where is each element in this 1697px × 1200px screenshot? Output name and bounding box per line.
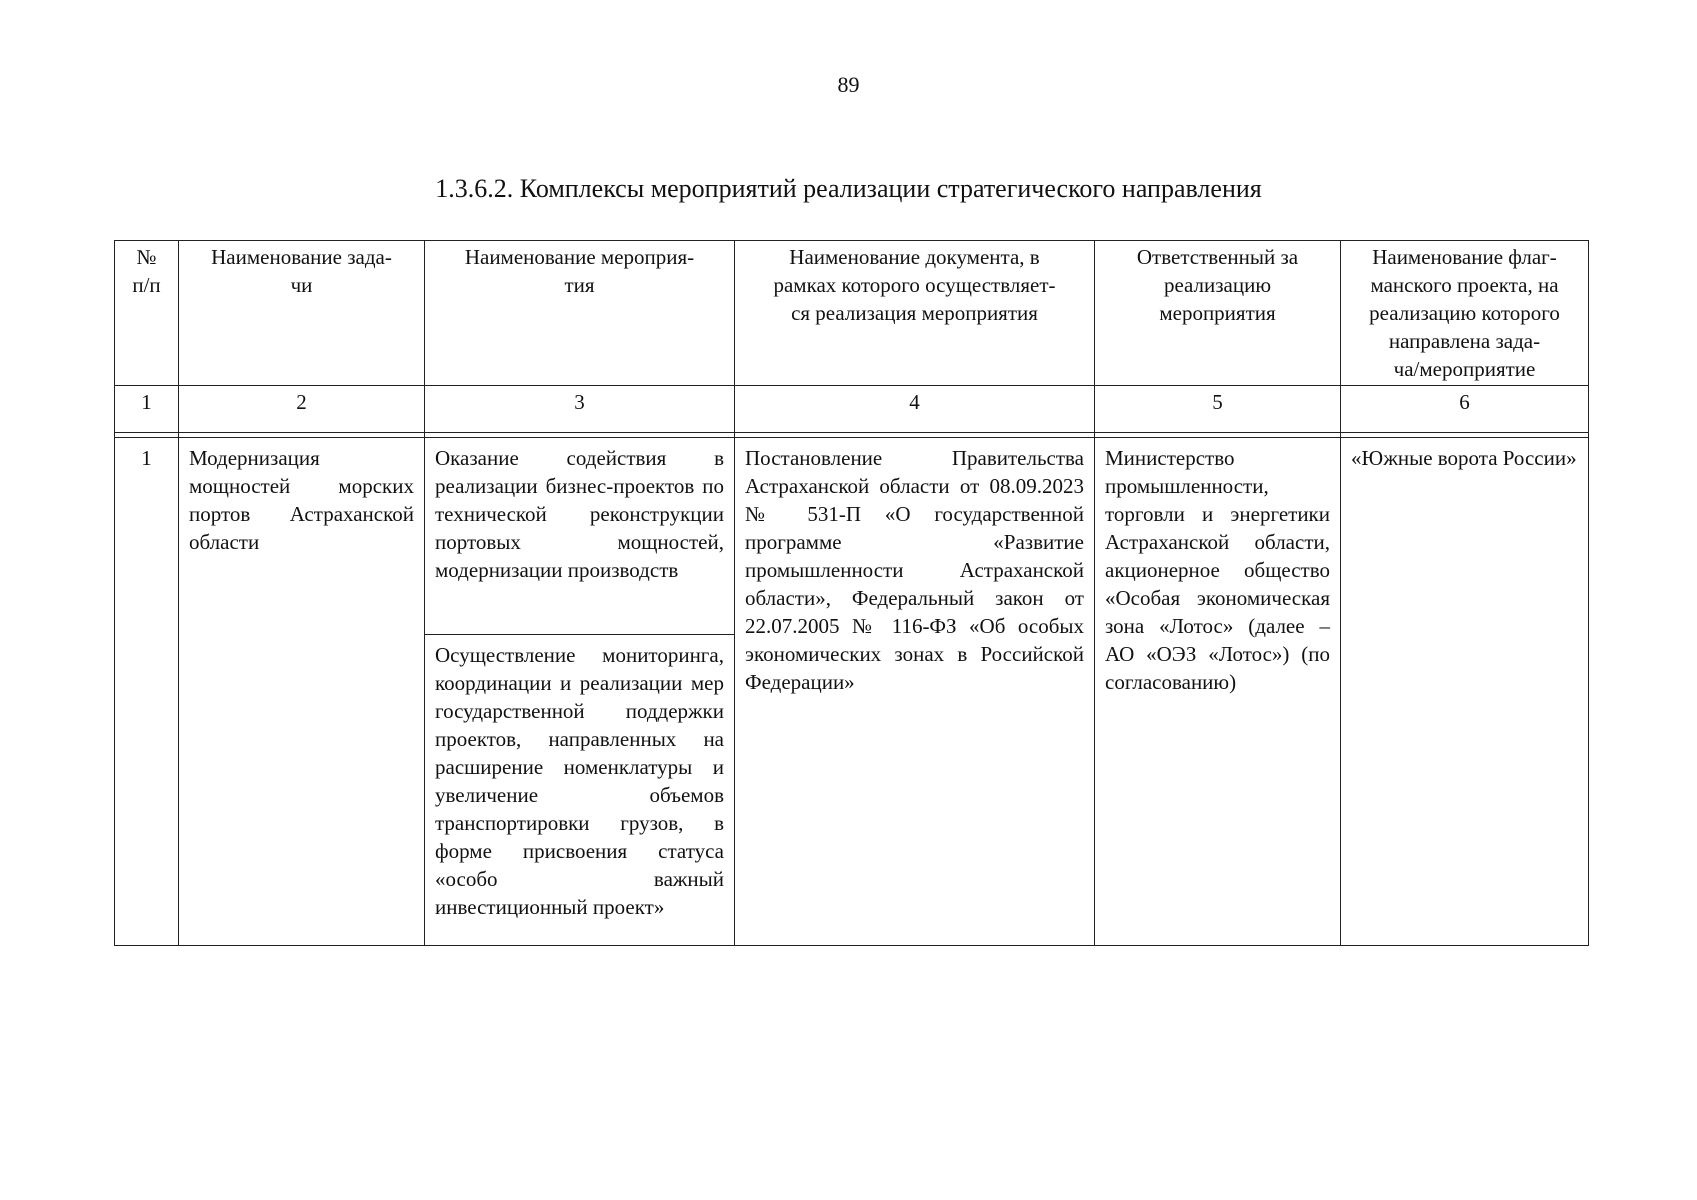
measures-table-container	[114, 240, 1588, 946]
header-cell-task	[179, 241, 425, 386]
header-line: мероприятия	[1159, 301, 1276, 325]
column-number: 6	[1341, 386, 1589, 433]
header-line: рамках которого осуществляет-	[773, 273, 1056, 297]
header-cell-responsible	[1095, 241, 1341, 386]
header-cell-activity	[425, 241, 735, 386]
header-line: чи	[290, 273, 313, 297]
header-line: ся реализация мероприятия	[791, 301, 1038, 325]
header-line: Наименование зада-	[211, 245, 392, 269]
responsible-cell: Министерство промышленности, торговли и энергетики Астраханской области, акционерное общество «Особая экономическая зона «Лотос» (далее – АО «ОЭЗ «Лотос») (по согласованию)	[1095, 438, 1341, 946]
header-line: Наименование документа, в	[789, 245, 1040, 269]
header-line: направлена зада-	[1388, 329, 1541, 353]
activity-cell: Оказание содействия в реализации бизнес-проектов по технической реконструкции портовых мощностей, модернизации производств	[425, 438, 735, 635]
flagship-cell: «Южные ворота России»	[1341, 438, 1589, 946]
header-line: реализацию которого	[1369, 301, 1560, 325]
document-cell: Постановление Правительства Астраханской области от 08.09.2023 № 531-П «О государственной программе «Развитие промышленности Астраханской области», Федеральный закон от 22.07.2005 № 116-ФЗ «Об особых экономических зонах в Российской Федерации»	[735, 438, 1095, 946]
header-line: Наименование флаг-	[1372, 245, 1557, 269]
header-cell-document	[735, 241, 1095, 386]
row-number-cell: 1	[115, 438, 179, 946]
header-line: реализацию	[1163, 273, 1272, 297]
table-header-row	[115, 241, 1589, 386]
header-line: ча/мероприятие	[1393, 357, 1536, 381]
header-line: тия	[564, 273, 595, 297]
table-row	[115, 438, 1589, 635]
header-line: №	[136, 245, 157, 269]
page-number: 89	[837, 72, 860, 97]
column-number: 1	[115, 386, 179, 433]
task-cell: Модернизация мощностей морских портов Астраханской области	[179, 438, 425, 946]
column-number: 3	[425, 386, 735, 433]
header-line: п/п	[132, 273, 161, 297]
column-number: 4	[735, 386, 1095, 433]
column-number: 2	[179, 386, 425, 433]
header-line: Ответственный за	[1136, 245, 1299, 269]
measures-table	[114, 240, 1589, 946]
header-cell-number	[115, 241, 179, 386]
header-line: Наименование мероприя-	[464, 245, 695, 269]
activity-cell: Осуществление мониторинга, координации и реализации мер государственной поддержки проектов, направленных на расширение номенклатуры и увеличение объемов транспортировки грузов, в форме присвоения статуса «особо важный инвестиционный проект»	[425, 635, 735, 946]
header-line: манского проекта, на	[1370, 273, 1559, 297]
column-number: 5	[1095, 386, 1341, 433]
column-number-row	[115, 386, 1589, 433]
header-cell-flagship	[1341, 241, 1589, 386]
section-title: 1.3.6.2. Комплексы мероприятий реализации стратегического направления	[435, 174, 1262, 203]
